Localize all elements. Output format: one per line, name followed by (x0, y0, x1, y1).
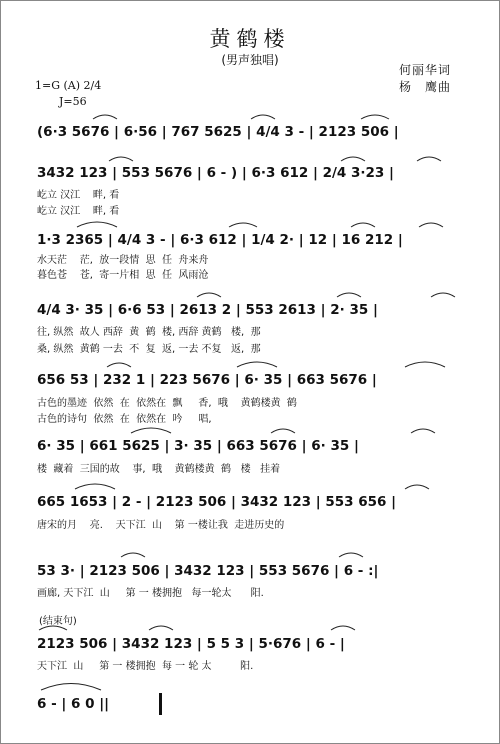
lyricist-credit: 何丽华词 (399, 63, 452, 77)
song-title: 黄鹤楼 (209, 27, 291, 51)
lyric-row-4b: 桑, 纵然 黄鹤 一去 不 复 返, 一去 不复 返, 那 (37, 344, 261, 355)
key-signature: 1=G (A) 2/4 (35, 79, 102, 92)
lyric-row-7a: 唐宋的月 亮. 天下江 山 第 一楼让我 走进历史的 (37, 520, 285, 531)
notation-row-10: 6 - | 6 0 || (37, 696, 110, 712)
lyric-row-5a: 古色的墨迹 依然 在 依然在 飘 香, 哦 黄鹤楼黄 鹤 (37, 398, 297, 409)
lyric-row-3a: 水天茫 茫, 放一段情 思 任 舟来舟 (37, 255, 209, 266)
notation-row-5: 656 53 | 232 1 | 223 5676 | 6· 35 | 663 5676 | (37, 372, 377, 388)
lyric-row-6a: 楼 藏着 三国的故 事, 哦 黄鹤楼黄 鹤 楼 挂着 (37, 464, 281, 475)
lyric-row-4a: 往, 纵然 故人 西辞 黄 鹤 楼, 西辞 黄鹤 楼, 那 (37, 327, 261, 338)
notation-row-7: 665 1653 | 2 - | 2123 506 | 3432 123 | 553 656 | (37, 494, 397, 510)
notation-row-6: 6· 35 | 661 5625 | 3· 35 | 663 5676 | 6· 35 | (37, 438, 359, 454)
notation-row-8: 53 3· | 2123 506 | 3432 123 | 553 5676 | 6 - :| (37, 563, 379, 579)
lyric-row-9a: 天下江 山 第 一 楼拥抱 每 一 轮 太 阳. (37, 661, 254, 672)
final-barline (159, 693, 162, 715)
notation-row-2: 3432 123 | 553 5676 | 6 - ) | 6·3 612 | 2/4 3·23 | (37, 165, 394, 181)
lyric-row-5b: 古色的诗句 依然 在 依然在 吟 唱, (37, 414, 212, 425)
lyric-row-8a: 画廊, 天下江 山 第 一 楼拥抱 每一轮太 阳. (37, 588, 264, 599)
notation-row-1: (6·3 5676 | 6·56 | 767 5625 | 4/4 3 - | 2123 506 | (37, 124, 399, 140)
notation-row-3: 1·3 2365 | 4/4 3 - | 6·3 612 | 1/4 2· | 12 | 16 212 | (37, 232, 403, 248)
ending-label: (结束句) (39, 616, 77, 627)
composer-credit: 杨 鹰曲 (399, 80, 452, 94)
lyric-row-2b: 屹立 汉江 畔, 看 (37, 206, 120, 217)
notation-row-4: 4/4 3· 35 | 6·6 53 | 2613 2 | 553 2613 | 2· 35 | (37, 302, 378, 318)
tempo-marking: J=56 (59, 95, 87, 108)
lyric-row-2a: 屹立 汉江 畔, 看 (37, 190, 120, 201)
song-subtitle: (男声独唱) (221, 53, 279, 67)
notation-row-9: 2123 506 | 3432 123 | 5 5 3 | 5·676 | 6 - | (37, 636, 345, 652)
lyric-row-3b: 暮色苍 苍, 寄一片相 思 任 风雨沧 (37, 270, 209, 281)
